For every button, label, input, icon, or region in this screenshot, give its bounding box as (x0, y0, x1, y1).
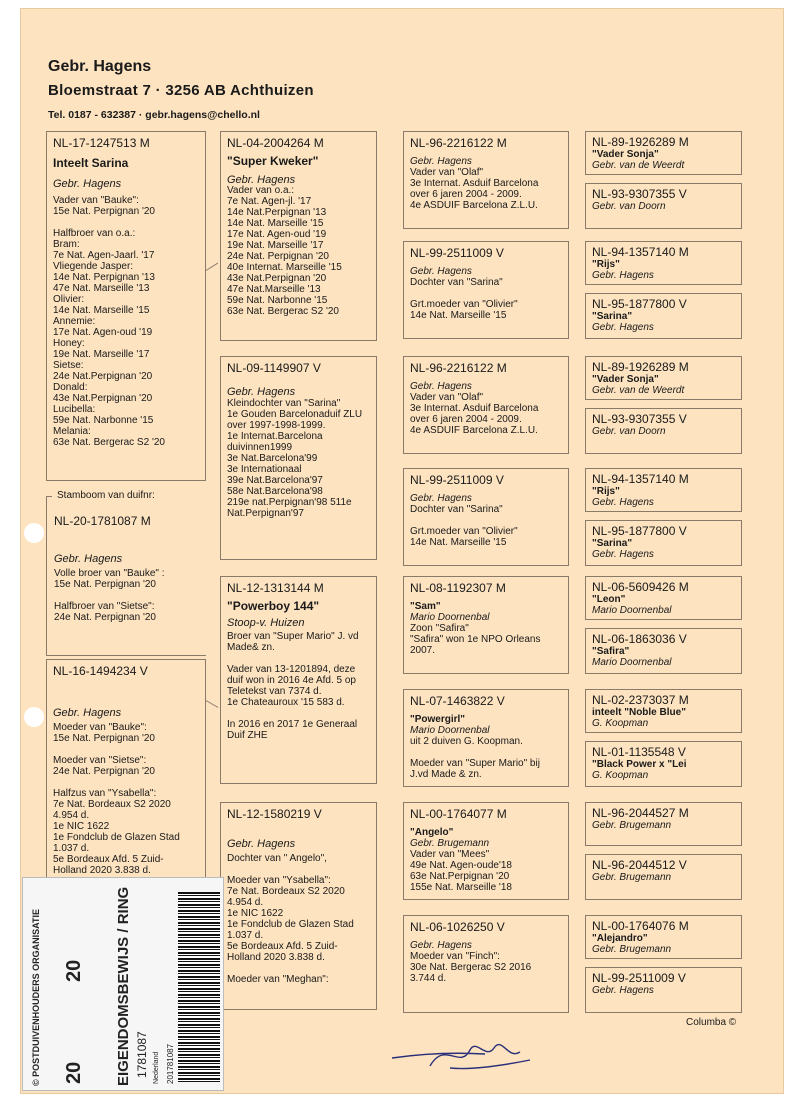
gen3-breeder: G. Koopman (592, 718, 649, 729)
gen2-box (403, 241, 569, 339)
gen1-id: NL-04-2004264 M (227, 136, 324, 150)
gen2-box (403, 576, 569, 674)
pigeon-notes: Volle broer van "Bauke" : 15e Nat. Perpignan '20 Halfbroer van "Sietse": 24e Nat. Perpignan '20 (54, 568, 165, 623)
gen3-id: NL-89-1926289 M (592, 135, 689, 149)
gen3-breeder: Gebr. van Doorn (592, 426, 666, 437)
gen2-breeder: Gebr. Hagens (410, 381, 472, 392)
bracket-line (46, 496, 47, 656)
gen1-box-sire (220, 131, 377, 341)
gen2-box (403, 468, 569, 566)
gen3-box (585, 293, 742, 339)
gen3-id: NL-93-9307355 V (592, 187, 687, 201)
gen1-breeder: Stoop-v. Huizen (227, 617, 305, 629)
subject-notes: Vader van "Bauke": 15e Nat. Perpignan '20 Halfbroer van o.a.: Bram: 7e Nat. Agen-Jaarl. '17 Vliegende Jasper: 14e Nat. Perpignan '13 47e Nat. Marseille '13 Olivier: 14e Nat. Marseille '15 Annemie: 17e Nat. Agen-oud '19 Honey: 19e Nat. Marseille '17 Sietse: 24e Nat.Perpignan '20 Donald: 43e Nat.Perpignan '20 Lucibella: 59e Nat. Narbonne '15 Melania: 63e Nat. Bergerac S2 '20 (53, 195, 165, 448)
gen2-id: NL-99-2511009 V (410, 246, 504, 260)
subject-box (46, 131, 206, 481)
gen2-id: NL-06-1026250 V (410, 920, 505, 934)
gen3-name: "Alejandro" (592, 933, 648, 944)
gen2-name: "Angelo" (410, 827, 454, 838)
gen2-notes: uit 2 duiven G. Koopman. Moeder van "Super Mario" bij J.vd Made & zn. (410, 736, 540, 780)
gen3-name: "Vader Sonja" (592, 149, 659, 160)
gen2-breeder: Gebr. Hagens (410, 266, 472, 277)
gen2-breeder: Mario Doornenbal (410, 725, 490, 736)
gen3-box (585, 356, 742, 400)
gen2-breeder: Gebr. Brugemann (410, 838, 490, 849)
gen3-name: inteelt "Noble Blue" (592, 707, 686, 718)
gen3-id: NL-02-2373037 M (592, 693, 689, 707)
gen2-id: NL-08-1192307 M (410, 581, 506, 595)
gen1-notes: Vader van o.a.: 7e Nat. Agen-jl. '17 14e Nat.Perpignan '13 14e Nat. Marseille '15 17e Nat. Agen-oud '19 19e Nat. Marseille '17 24e Nat. Perpignan '20 40e Internat. Marseille '15 43e Nat.Perpignan '20 47e Nat.Marseille '13 59e Nat. Narbonne '15 63e Nat. Bergerac S2 '20 (227, 185, 342, 317)
gen3-breeder: Gebr. van de Weerdt (592, 385, 685, 396)
gen2-box (403, 356, 569, 454)
gen3-name: "Rijs" (592, 259, 620, 270)
gen3-breeder: Gebr. Hagens (592, 985, 654, 996)
gen2-box (403, 802, 569, 900)
gen3-breeder: Gebr. Hagens (592, 497, 654, 508)
gen3-name: "Leon" (592, 594, 626, 605)
gen3-breeder: Gebr. Hagens (592, 549, 654, 560)
barcode (178, 892, 220, 1082)
gen3-id: NL-06-1863036 V (592, 632, 687, 646)
gen1-breeder: Gebr. Hagens (227, 386, 296, 398)
gen3-name: "Black Power x "Lei (592, 759, 687, 770)
gen2-id: NL-99-2511009 V (410, 473, 504, 487)
bracket-line (46, 655, 206, 656)
gen3-id: NL-01-1135548 V (592, 745, 686, 759)
gen3-id: NL-96-2044512 V (592, 858, 687, 872)
signature-image (390, 1030, 540, 1080)
gen1-box-dam (220, 356, 377, 560)
card-country: Nederland (153, 1051, 160, 1084)
gen3-box (585, 802, 742, 846)
gen3-name: "Rijs" (592, 486, 620, 497)
gen1-id: NL-12-1580219 V (227, 807, 322, 821)
card-ring-number: 1781087 (135, 1031, 149, 1078)
gen3-breeder: G. Koopman (592, 770, 649, 781)
gen3-breeder: Mario Doornenbal (592, 605, 672, 616)
gen3-id: NL-94-1357140 M (592, 472, 689, 486)
gen3-id: NL-89-1926289 M (592, 360, 689, 374)
gen1-breeder: Gebr. Hagens (227, 174, 296, 186)
gen3-breeder: Gebr. Brugemann (592, 944, 672, 955)
gen2-notes: Vader van "Olaf" 3e Internat. Asduif Barcelona over 6 jaren 2004 - 2009. 4e ASDUIF Barcelona Z.L.U. (410, 167, 539, 211)
card-title: EIGENDOMSBEWIJS / RING (115, 886, 132, 1086)
gen3-breeder: Gebr. Hagens (592, 270, 654, 281)
gen3-breeder: Mario Doornenbal (592, 657, 672, 668)
gen3-id: NL-94-1357140 M (592, 245, 689, 259)
gen3-id: NL-00-1764076 M (592, 919, 689, 933)
gen1-notes: Broer van "Super Mario" J. vd Made& zn. Vader van 13-1201894, deze duif won in 2016 4e Afd. 5 op Teletekst van 7374 d. 1e Chateauroux '15 583 d. In 2016 en 2017 1e Generaal Duif ZHE (227, 631, 359, 741)
columba-credit: Columba © (686, 1017, 737, 1028)
gen1-box-sire (220, 576, 377, 784)
subject-id: NL-17-1247513 M (53, 136, 150, 150)
card-year: 20 (63, 959, 85, 982)
gen3-id: NL-95-1877800 V (592, 297, 687, 311)
dam-notes: Moeder van "Bauke": 15e Nat. Perpignan '20 Moeder van "Sietse": 24e Nat. Perpignan '20 Halfzus van "Ysabella": 7e Nat. Bordeaux S2 2020 4.954 d. 1e NIC 1622 1e Fondclub de Glazen Stad 1.037 d. 5e Bordeaux Afd. 5 Zuid- Holland 2020 3.838 d. (53, 722, 180, 876)
gen3-id: NL-96-2044527 M (592, 806, 689, 820)
gen3-box (585, 183, 742, 229)
dam-id: NL-16-1494234 V (53, 664, 148, 678)
gen2-notes: Vader van "Olaf" 3e Internat. Asduif Barcelona over 6 jaren 2004 - 2009. 4e ASDUIF Barcelona Z.L.U. (410, 392, 539, 436)
gen1-breeder: Gebr. Hagens (227, 838, 296, 850)
gen2-breeder: Gebr. Hagens (410, 493, 472, 504)
gen3-name: "Safira" (592, 646, 630, 657)
gen2-box (403, 689, 569, 787)
gen1-name: "Super Kweker" (227, 154, 319, 168)
gen1-name: "Powerboy 144" (227, 599, 320, 613)
gen3-id: NL-95-1877800 V (592, 524, 687, 538)
subject-breeder: Gebr. Hagens (53, 178, 122, 190)
pedigree-label: Stamboom van duifnr: (54, 490, 158, 501)
gen3-box (585, 576, 742, 620)
gen3-name: "Vader Sonja" (592, 374, 659, 385)
gen2-id: NL-96-2216122 M (410, 136, 507, 150)
gen2-notes: Dochter van "Sarina" Grt.moeder van "Olivier" 14e Nat. Marseille '15 (410, 277, 518, 321)
ring-certificate-card (22, 877, 224, 1091)
gen3-box (585, 854, 742, 900)
gen1-notes: Dochter van " Angelo", Moeder van "Ysabella": 7e Nat. Bordeaux S2 2020 4.954 d. 1e NIC 1622 1e Fondclub de Glazen Stad 1.037 d. 5e Bordeaux Afd. 5 Zuid- Holland 2020 3.838 d. Moeder van "Meghan": (227, 853, 354, 985)
gen3-box (585, 241, 742, 285)
gen2-notes: Zoon "Safira" "Safira" won 1e NPO Orleans 2007. (410, 623, 541, 656)
card-barcode-number: 201781087 (166, 1043, 175, 1084)
gen2-notes: Moeder van "Finch": 30e Nat. Bergerac S2 2016 3.744 d. (410, 951, 532, 984)
gen2-id: NL-96-2216122 M (410, 361, 507, 375)
pigeon-id: NL-20-1781087 M (54, 514, 151, 528)
pigeon-breeder: Gebr. Hagens (54, 553, 123, 565)
gen3-id: NL-06-5609426 M (592, 580, 689, 594)
gen3-box (585, 915, 742, 959)
gen3-name: "Sarina" (592, 311, 633, 322)
dam-box (46, 659, 206, 889)
gen3-breeder: Gebr. van de Weerdt (592, 160, 685, 171)
gen1-box-dam (220, 802, 377, 1010)
gen2-breeder: Gebr. Hagens (410, 940, 472, 951)
gen3-box (585, 967, 742, 1013)
gen3-breeder: Gebr. Brugemann (592, 820, 672, 831)
bracket-line (46, 496, 52, 497)
gen1-id: NL-09-1149907 V (227, 361, 321, 375)
gen2-notes: Dochter van "Sarina" Grt.moeder van "Olivier" 14e Nat. Marseille '15 (410, 504, 518, 548)
card-year-bottom: 20 (63, 1061, 85, 1084)
gen3-box (585, 131, 742, 175)
gen2-notes: Vader van "Mees" 49e Nat. Agen-oude'18 63e Nat.Perpignan '20 155e Nat. Marseille '18 (410, 849, 512, 893)
punch-hole (24, 707, 44, 727)
gen3-box (585, 741, 742, 787)
punch-hole (24, 523, 44, 543)
gen1-id: NL-12-1313144 M (227, 581, 324, 595)
loft-address: Bloemstraat 7 · 3256 AB Achthuizen (48, 82, 314, 99)
gen3-id: NL-93-9307355 V (592, 412, 687, 426)
gen2-breeder: Mario Doornenbal (410, 612, 490, 623)
subject-name: Inteelt Sarina (53, 156, 129, 170)
dam-breeder: Gebr. Hagens (53, 707, 122, 719)
gen3-box (585, 628, 742, 674)
gen3-name: "Sarina" (592, 538, 633, 549)
gen3-box (585, 468, 742, 512)
gen3-breeder: Gebr. Hagens (592, 322, 654, 333)
gen3-box (585, 689, 742, 733)
gen3-id: NL-99-2511009 V (592, 971, 686, 985)
gen2-breeder: Gebr. Hagens (410, 156, 472, 167)
gen3-box (585, 520, 742, 566)
gen2-box (403, 131, 569, 229)
gen2-id: NL-07-1463822 V (410, 694, 505, 708)
gen3-breeder: Gebr. van Doorn (592, 201, 666, 212)
card-side-text: © POSTDUIVENHOUDERS ORGANISATIE (31, 909, 41, 1086)
gen3-box (585, 408, 742, 454)
gen3-breeder: Gebr. Brugemann (592, 872, 672, 883)
loft-contact: Tel. 0187 - 632387 · gebr.hagens@chello.nl (48, 109, 260, 121)
loft-name: Gebr. Hagens (48, 58, 152, 75)
gen1-notes: Kleindochter van "Sarina" 1e Gouden Barcelonaduif ZLU over 1997-1998-1999. 1e Internat.Barcelona duivinnen1999 3e Nat.Barcelona'99 3e Internationaal 39e Nat.Barcelona'97 58e Nat.Barcelona'98 219e nat.Perpignan'98 511e Nat.Perpignan'97 (227, 398, 363, 519)
pigeon-box (48, 510, 206, 640)
gen2-name: "Sam" (410, 601, 441, 612)
gen2-box (403, 915, 569, 1013)
gen2-id: NL-00-1764077 M (410, 807, 507, 821)
gen2-name: "Powergirl" (410, 714, 466, 725)
